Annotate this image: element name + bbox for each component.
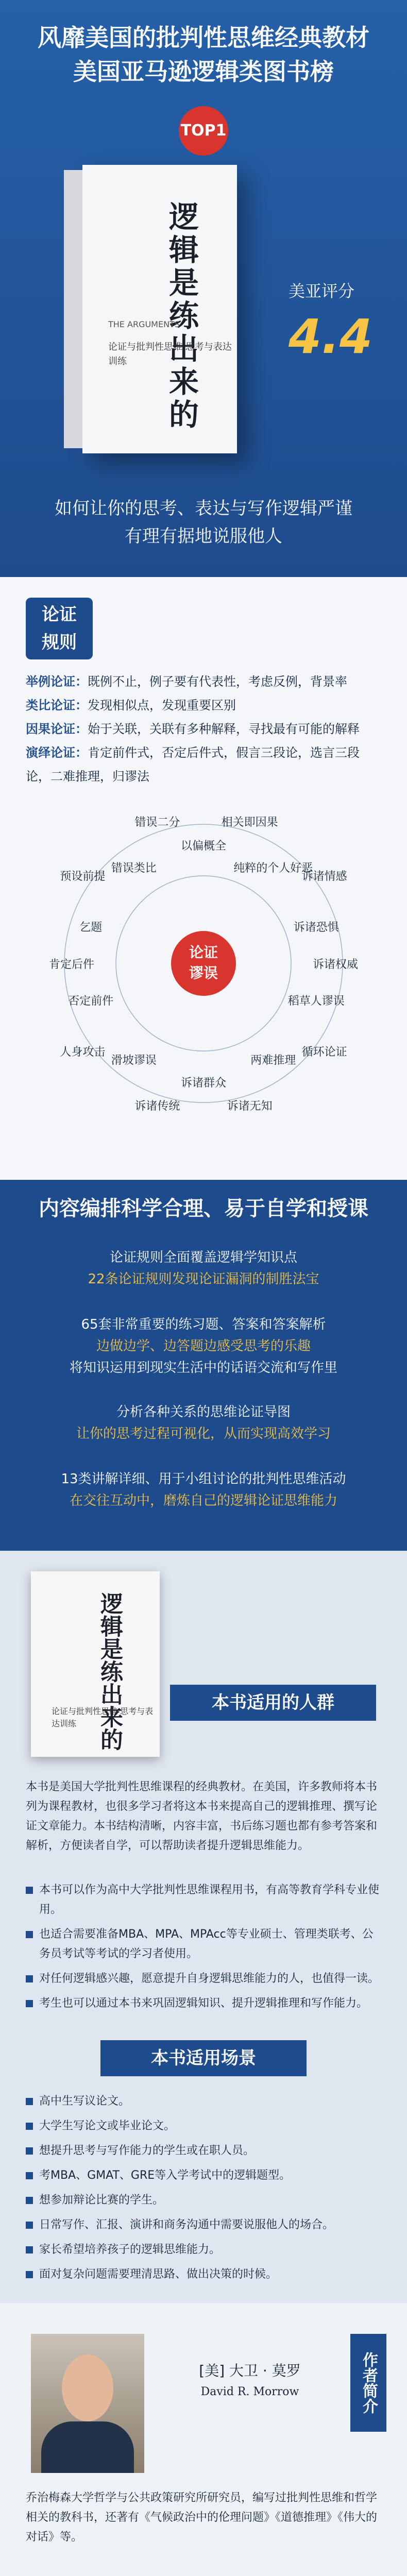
bullet-text: 高中生写议论文。 xyxy=(39,2095,130,2108)
list-item xyxy=(26,1925,381,1964)
fallacy-item: 预设前提 xyxy=(60,870,106,884)
fallacy-item: 诉诸权威 xyxy=(313,958,359,971)
bullet-text: 日常写作、汇报、演讲和商务沟通中需要说服他人的场合。 xyxy=(39,2218,334,2231)
fallacy-item: 纯粹的个人好恶 xyxy=(233,862,313,875)
score-value: 4.4 xyxy=(289,309,372,364)
list-item xyxy=(26,2191,381,2210)
hero-description xyxy=(0,495,407,550)
book-spine xyxy=(64,170,82,448)
photo-body xyxy=(41,2421,134,2473)
list-item xyxy=(26,2215,381,2235)
fallacy-item: 诉诸群众 xyxy=(181,1076,227,1090)
bullet-text: 面对复杂问题需要理清思路、做出决策的时候。 xyxy=(39,2268,278,2281)
rule-key: 演绎论证： xyxy=(26,745,88,760)
feature-line: 22条论证规则发现论证漏洞的制胜法宝 xyxy=(88,1272,319,1287)
rule-item xyxy=(26,741,381,788)
wheel-hub xyxy=(171,931,236,996)
bullet-marker xyxy=(26,2000,33,2007)
rule-key: 类比论证： xyxy=(26,698,88,713)
bullet-marker xyxy=(26,2098,33,2105)
audience-bullets xyxy=(26,1880,381,2019)
audience-paragraph: 本书是美国大学批判性思维课程的经典教材。在美国，许多教师将本书列为课程教材，也很多学习者将这本书来提高自己的逻辑推理、撰写论证文章能力。本书结构清晰，内容丰富，书后练习题也都有参考答案和解析，方便读者自学，可以帮助读者提升逻辑思维能力。 xyxy=(26,1781,378,1852)
bullet-marker xyxy=(26,2246,33,2253)
fallacy-item: 循环论证 xyxy=(301,1045,347,1059)
book-cover-3d xyxy=(82,165,237,453)
feature-line: 13类讲解详细、用于小组讨论的批判性思维活动 xyxy=(61,1471,346,1487)
fallacy-item: 诉诸恐惧 xyxy=(293,921,339,935)
rule-text: 始于关联，关联有多种解释，寻找最有可能的解释 xyxy=(88,722,360,736)
rule-item xyxy=(26,693,381,717)
book-title: 逻辑是练出来的 xyxy=(96,1592,123,1751)
fallacy-item: 人身攻击 xyxy=(60,1045,106,1059)
rule-text: 发现相似点，发现重要区别 xyxy=(88,698,236,713)
hero-title-line2: 美国亚马逊逻辑类图书榜 xyxy=(73,58,334,86)
fallacy-item: 两难推理 xyxy=(250,1054,296,1067)
list-item xyxy=(26,1994,381,2013)
feature-block xyxy=(0,1468,407,1512)
bullet-text: 本书可以作为高中大学批判性思维课程用书，有高等教育学科专业使用。 xyxy=(39,1884,380,1916)
hero-desc-line1: 如何让你的思考、表达与写作逻辑严谨 xyxy=(55,498,352,519)
author1-en-name: David R. Morrow xyxy=(200,2385,299,2398)
authors-label: 作者简介 xyxy=(350,2334,386,2432)
top1-badge: TOP1 xyxy=(179,106,228,156)
fallacy-item: 错误类比 xyxy=(111,862,157,875)
audience-section xyxy=(0,1551,407,2303)
hub-line2: 谬误 xyxy=(189,964,218,981)
feature-line: 在交往互动中，磨炼自己的逻辑论证思维能力 xyxy=(69,1493,337,1509)
audience-title: 本书适用的人群 xyxy=(170,1685,376,1721)
fallacy-wheel xyxy=(49,783,358,1144)
feature-line: 让你的思考过程可视化，从而实现高效学习 xyxy=(76,1426,331,1442)
list-item xyxy=(26,1969,381,1989)
bullet-marker xyxy=(26,1887,33,1894)
rule-text: 既例不止，例子要有代表性，考虑反例，背景率 xyxy=(88,674,347,689)
author1-name: [美] 大卫 · 莫罗 xyxy=(199,2362,301,2379)
features-banner xyxy=(0,1180,407,1236)
feature-line: 65套非常重要的练习题、答案和答案解析 xyxy=(81,1317,326,1332)
bullet-marker xyxy=(26,2197,33,2204)
rule-key: 因果论证： xyxy=(26,722,88,736)
bullet-marker xyxy=(26,1931,33,1938)
rule-item xyxy=(26,670,381,693)
list-item xyxy=(26,2265,381,2284)
fallacy-item: 滑坡谬误 xyxy=(111,1054,157,1067)
bullet-marker xyxy=(26,2147,33,2155)
feature-block xyxy=(0,1401,407,1445)
bullet-text: 大学生写论文或毕业论文。 xyxy=(39,2120,176,2132)
list-item xyxy=(26,2166,381,2185)
bullet-marker xyxy=(26,2222,33,2229)
fallacy-item: 相关即因果 xyxy=(221,816,278,829)
hero-title xyxy=(0,21,407,89)
bullet-marker xyxy=(26,2172,33,2179)
bullet-marker xyxy=(26,2271,33,2278)
hub-line1: 论证 xyxy=(189,944,218,961)
fallacy-item: 以偏概全 xyxy=(181,839,227,853)
feature-line: 论证规则全面覆盖逻辑学知识点 xyxy=(109,1250,297,1265)
fallacy-item: 诉诸传统 xyxy=(134,1100,180,1113)
list-item xyxy=(26,2092,381,2111)
list-item xyxy=(26,2141,381,2161)
bullet-text: 也适合需要准备MBA、MPA、MPAcc等专业硕士、管理类联考、公务员考试等考试的学习者使用。 xyxy=(39,1928,374,1960)
fallacy-item: 诉诸情感 xyxy=(301,870,347,884)
fallacy-item: 乞题 xyxy=(79,921,103,935)
fallacy-item: 错误二分 xyxy=(134,816,180,829)
author1-photo xyxy=(31,2334,144,2473)
bullet-text: 考MBA、GMAT、GRE等入学考试中的逻辑题型。 xyxy=(39,2169,291,2182)
rules-list xyxy=(26,670,381,788)
features-section xyxy=(0,1236,407,1551)
rules-title-line2: 规则 xyxy=(42,632,77,653)
fallacy-item: 肯定后件 xyxy=(49,958,95,971)
fallacy-item: 诉诸无知 xyxy=(227,1100,273,1113)
rule-text: 肯定前件式，否定后件式，假言三段论，选言三段论，二难推理，归谬法 xyxy=(26,745,360,784)
rules-title xyxy=(26,598,93,659)
list-item xyxy=(26,1880,381,1920)
book-cover-flat xyxy=(31,1571,160,1757)
book-en-title: THE ARGUMENTS xyxy=(108,319,180,329)
scenes-bullets xyxy=(26,2092,381,2290)
feature-block xyxy=(0,1314,407,1379)
banner-title: 内容编排科学合理、易于自学和授课 xyxy=(39,1197,368,1221)
fallacy-item: 否定前件 xyxy=(68,994,114,1008)
rules-title-line1: 论证 xyxy=(42,604,77,625)
bullet-marker xyxy=(26,2123,33,2130)
rule-key: 举例论证： xyxy=(26,674,88,689)
bullet-text: 想提升思考与写作能力的学生或在职人员。 xyxy=(39,2144,255,2157)
feature-line: 边做边学、边答题边感受思考的乐趣 xyxy=(96,1338,311,1354)
bullet-text: 家长希望培养孩子的逻辑思维能力。 xyxy=(39,2243,221,2256)
author1-bio: 乔治梅森大学哲学与公共政策研究所研究员，编写过批判性思维和哲学相关的教科书，还著有《气候政治中的伦理问题》《道德推理》《伟大的对话》等。 xyxy=(26,2492,378,2544)
book-subtitle: 论证与批判性思维 思考与表达训练 xyxy=(52,1706,154,1728)
score-label: 美亚评分 xyxy=(289,281,355,301)
feature-line: 将知识运用到现实生活中的话语交流和写作里 xyxy=(69,1360,337,1376)
fallacy-item: 稻草人谬误 xyxy=(287,994,345,1008)
bullet-text: 对任何逻辑感兴趣，愿意提升自身逻辑思维能力的人，也值得一读。 xyxy=(39,1972,380,1985)
rule-item xyxy=(26,717,381,741)
feature-line: 分析各种关系的思维论证导图 xyxy=(116,1404,291,1420)
book-subtitle: 论证与批判性思维 思考与表达训练 xyxy=(108,342,232,367)
rules-section xyxy=(0,577,407,1180)
bullet-marker xyxy=(26,1975,33,1982)
hero-section xyxy=(0,0,407,577)
authors-section xyxy=(0,2303,407,2576)
list-item xyxy=(26,2240,381,2260)
bullet-text: 考生也可以通过本书来巩固逻辑知识、提升逻辑推理和写作能力。 xyxy=(39,1997,368,2010)
feature-block xyxy=(0,1247,407,1290)
bullet-text: 想参加辩论比赛的学生。 xyxy=(39,2194,164,2207)
book-title: 逻辑是练出来的 xyxy=(164,201,199,432)
scenes-title: 本书适用场景 xyxy=(100,2040,307,2076)
hero-desc-line2: 有理有据地说服他人 xyxy=(125,526,282,547)
list-item xyxy=(26,2116,381,2136)
hero-title-line1: 风靡美国的批判性思维经典教材 xyxy=(38,24,369,52)
photo-head xyxy=(62,2354,113,2421)
